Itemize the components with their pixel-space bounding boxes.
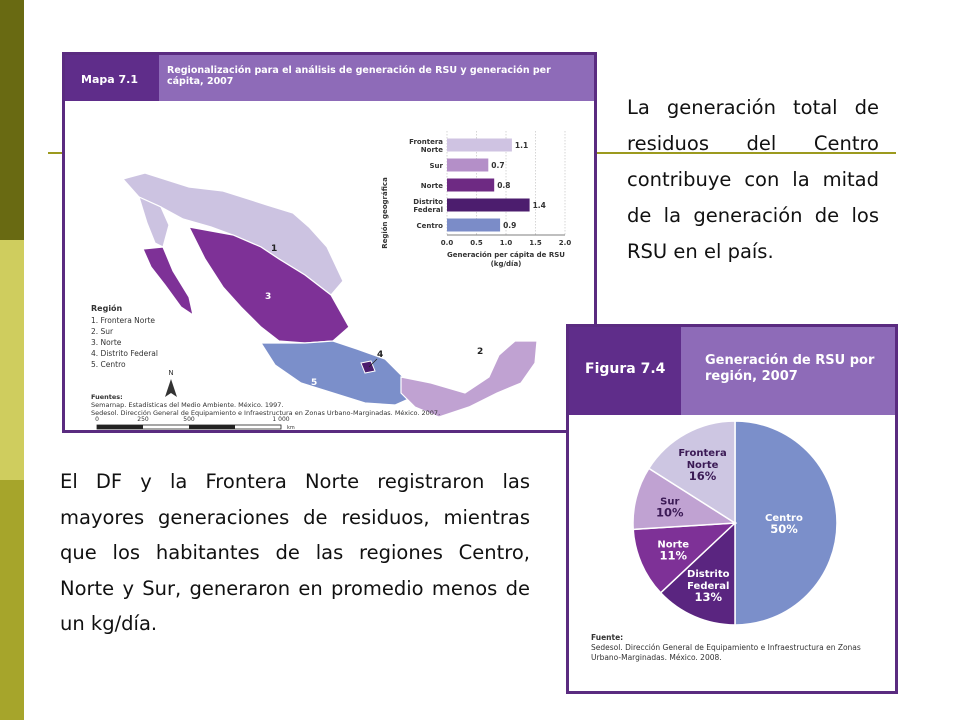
pie-value-label: 16%	[688, 469, 717, 484]
bar-sur	[447, 159, 488, 172]
pie-category-label: Federal	[687, 580, 730, 592]
pie-figure	[566, 324, 898, 694]
region-number-4: 4	[377, 350, 384, 360]
bar-xtick-label: 2.0	[558, 239, 572, 247]
pie-category-label: Frontera	[678, 448, 727, 460]
region-number-2: 2	[477, 347, 484, 357]
pie-value-label: 10%	[656, 505, 684, 520]
bar-chart-xlabel: Generación per cápita de RSU	[447, 251, 565, 259]
source-2: Sedesol. Dirección General de Equipamiento e Infraestructura en Zonas Urbano-Marginadas. México. 2007.	[91, 409, 441, 417]
pie-value-label: 11%	[659, 548, 687, 563]
pie-category-label: Sur	[660, 496, 680, 508]
bar-value-label: 0.9	[503, 221, 517, 230]
bar-category-label: Norte	[420, 146, 443, 154]
paragraph-top: La generación total de residuos del Centro contribuye con la mitad de la generación de los RSU en el país.	[627, 96, 879, 263]
bar-value-label: 1.4	[532, 201, 546, 210]
pie-source-title: Fuente:	[591, 633, 624, 642]
bar-chart-ylabel: Región geográfica	[381, 177, 389, 249]
map-legend-title: Región	[91, 304, 123, 313]
decor-bar-middle	[0, 240, 24, 480]
bar-value-label: 0.7	[491, 161, 505, 170]
map-figure	[62, 52, 597, 433]
pie-value-label: 13%	[694, 589, 723, 604]
pie-source-block	[591, 633, 881, 663]
map-legend-item-5: 5. Centro	[91, 360, 126, 369]
bar-value-label: 0.8	[497, 181, 511, 190]
decor-bar-top	[0, 0, 24, 240]
pie-category-label: Distrito	[687, 568, 730, 580]
bar-category-label: Frontera	[409, 138, 443, 146]
scale-unit: km	[287, 425, 295, 430]
scale-tick-250: 250	[137, 416, 149, 423]
pie-header	[569, 327, 895, 415]
map-tag: Mapa 7.1	[65, 55, 159, 101]
map-legend-item-1: 1. Frontera Norte	[91, 316, 156, 325]
map-legend-item-3: 3. Norte	[91, 338, 122, 347]
bar-chart-xlabel-unit: (kg/día)	[490, 260, 522, 268]
bar-category-label: Distrito	[413, 198, 443, 206]
bar-xtick-label: 1.5	[529, 239, 542, 247]
region-number-1: 1	[271, 244, 278, 254]
map-legend-item-2: 2. Sur	[91, 327, 114, 336]
map-body	[65, 101, 594, 430]
sources-title: Fuentes:	[91, 393, 123, 401]
map-title: Regionalización para el análisis de generación de RSU y generación per cápita, 2007	[159, 55, 594, 101]
bar-frontera-norte	[447, 139, 512, 152]
pie-category-label: Norte	[657, 539, 690, 551]
pie-tag: Figura 7.4	[569, 327, 681, 415]
region-number-3: 3	[265, 292, 272, 302]
bar-category-label: Federal	[413, 206, 443, 214]
pie-category-label: Centro	[765, 513, 803, 524]
map-legend-item-4: 4. Distrito Federal	[91, 349, 158, 358]
bar-distrito-federal	[447, 199, 530, 212]
pie-value-label: 50%	[770, 522, 798, 536]
source-1: Semarnap. Estadísticas del Medio Ambiente. México. 1997.	[91, 401, 284, 409]
scale-tick-1000: 1 000	[272, 416, 290, 423]
bar-value-label: 1.1	[514, 141, 529, 150]
bar-centro	[447, 219, 500, 232]
decor-bar-bottom	[0, 480, 24, 720]
bar-xtick-label: 1.0	[499, 239, 513, 247]
pie-title: Generación de RSU por región, 2007	[681, 327, 895, 415]
pie-source: Sedesol. Dirección General de Equipamiento e Infraestructura en Zonas Urbano-Marginadas. México. 2008.	[591, 643, 861, 662]
bar-category-label: Norte	[420, 182, 443, 190]
scale-bar	[97, 425, 281, 429]
scale-tick-500: 500	[183, 416, 195, 423]
paragraph-bottom: El DF y la Frontera Norte registraron las mayores generaciones de residuos, mientras que los habitantes de las regiones Centro, Norte y Sur, generaron en promedio menos de un kg/día.	[60, 470, 530, 635]
bar-xtick-label: 0.0	[440, 239, 454, 247]
bar-category-label: Centro	[416, 222, 443, 230]
pie-chart	[569, 419, 895, 639]
region-number-5: 5	[311, 378, 318, 388]
bar-category-label: Sur	[429, 162, 443, 170]
bar-xtick-label: 0.5	[470, 239, 483, 247]
bar-norte	[447, 179, 494, 192]
map-sources	[91, 393, 571, 417]
map-header	[65, 55, 594, 101]
north-label: N	[168, 369, 174, 377]
scale-tick-0: 0	[95, 416, 99, 423]
pie-category-label: Norte	[686, 460, 719, 472]
